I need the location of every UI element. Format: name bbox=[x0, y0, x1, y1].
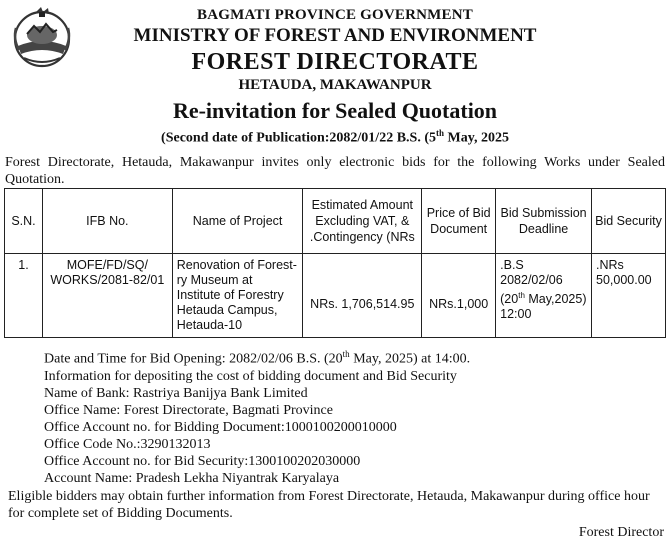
bidding-document-account: Office Account no. for Bidding Document:1000100200010000 bbox=[44, 419, 397, 435]
bank-name: Name of Bank: Rastriya Banijya Bank Limited bbox=[44, 385, 308, 401]
bid-security-account: Office Account no. for Bid Security:1300100202030000 bbox=[44, 453, 361, 469]
header-ifb-no: IFB No. bbox=[42, 189, 172, 254]
header-estimated-amount: Estimated Amount Excluding VAT, & .Contingency (NRs bbox=[303, 189, 422, 254]
account-name: Account Name: Pradesh Lekha Niyantrak Karyalaya bbox=[44, 470, 340, 486]
cell-project-name: Renovation of Forest-ry Museum at Institute of Forestry Hetauda Campus, Hetauda-10 bbox=[172, 254, 303, 338]
cell-ifb-no: MOFE/FD/SQ/ WORKS/2081-82/01 bbox=[42, 254, 172, 338]
directorate-name: FOREST DIRECTORATE bbox=[191, 49, 479, 75]
deposit-info: Information for depositing the cost of bidding document and Bid Security bbox=[44, 368, 457, 384]
office-code: Office Code No.:3290132013 bbox=[44, 436, 211, 452]
cell-sn: 1. bbox=[5, 254, 43, 338]
bid-opening-date: Date and Time for Bid Opening: 2082/02/06 B.S. (20th May, 2025) at 14:00. bbox=[44, 349, 471, 367]
office-location: HETAUDA, MAKAWANPUR bbox=[238, 77, 432, 93]
header-price-bid-document: Price of Bid Document bbox=[422, 189, 496, 254]
ministry-name: MINISTRY OF FOREST AND ENVIRONMENT bbox=[133, 25, 537, 46]
office-name: Office Name: Forest Directorate, Bagmati Province bbox=[44, 402, 333, 418]
header-project-name: Name of Project bbox=[172, 189, 303, 254]
cell-bid-security: .NRs 50,000.00 bbox=[592, 254, 666, 338]
publication-date: (Second date of Publication:2082/01/22 B.S. (5th May, 2025 bbox=[161, 128, 509, 146]
notice-header bbox=[0, 6, 670, 147]
closing-paragraph: Eligible bidders may obtain further information from Forest Directorate, Hetauda, Makawanpur during office hour for complete set of Bidding Documents. bbox=[8, 489, 650, 521]
signature-title: Forest Director bbox=[578, 525, 664, 540]
works-table bbox=[4, 188, 666, 338]
header-sn: S.N. bbox=[5, 189, 43, 254]
header-bid-security: Bid Security bbox=[592, 189, 666, 254]
notice-title: Re-invitation for Sealed Quotation bbox=[172, 98, 498, 123]
cell-estimated-amount: NRs. 1,706,514.95 bbox=[303, 254, 422, 338]
header-submission-deadline: Bid Submission Deadline bbox=[496, 189, 592, 254]
table-row bbox=[5, 254, 666, 338]
intro-paragraph: Forest Directorate, Hetauda, Makawanpur invites only electronic bids for the following Works under Sealed Quotation. bbox=[5, 155, 665, 187]
cell-submission-deadline: .B.S 2082/02/06 (20th May,2025) 12:00 bbox=[496, 254, 592, 338]
cell-price-bid-document: NRs.1,000 bbox=[422, 254, 496, 338]
bid-details bbox=[44, 346, 664, 487]
government-name: BAGMATI PROVINCE GOVERNMENT bbox=[197, 7, 473, 23]
